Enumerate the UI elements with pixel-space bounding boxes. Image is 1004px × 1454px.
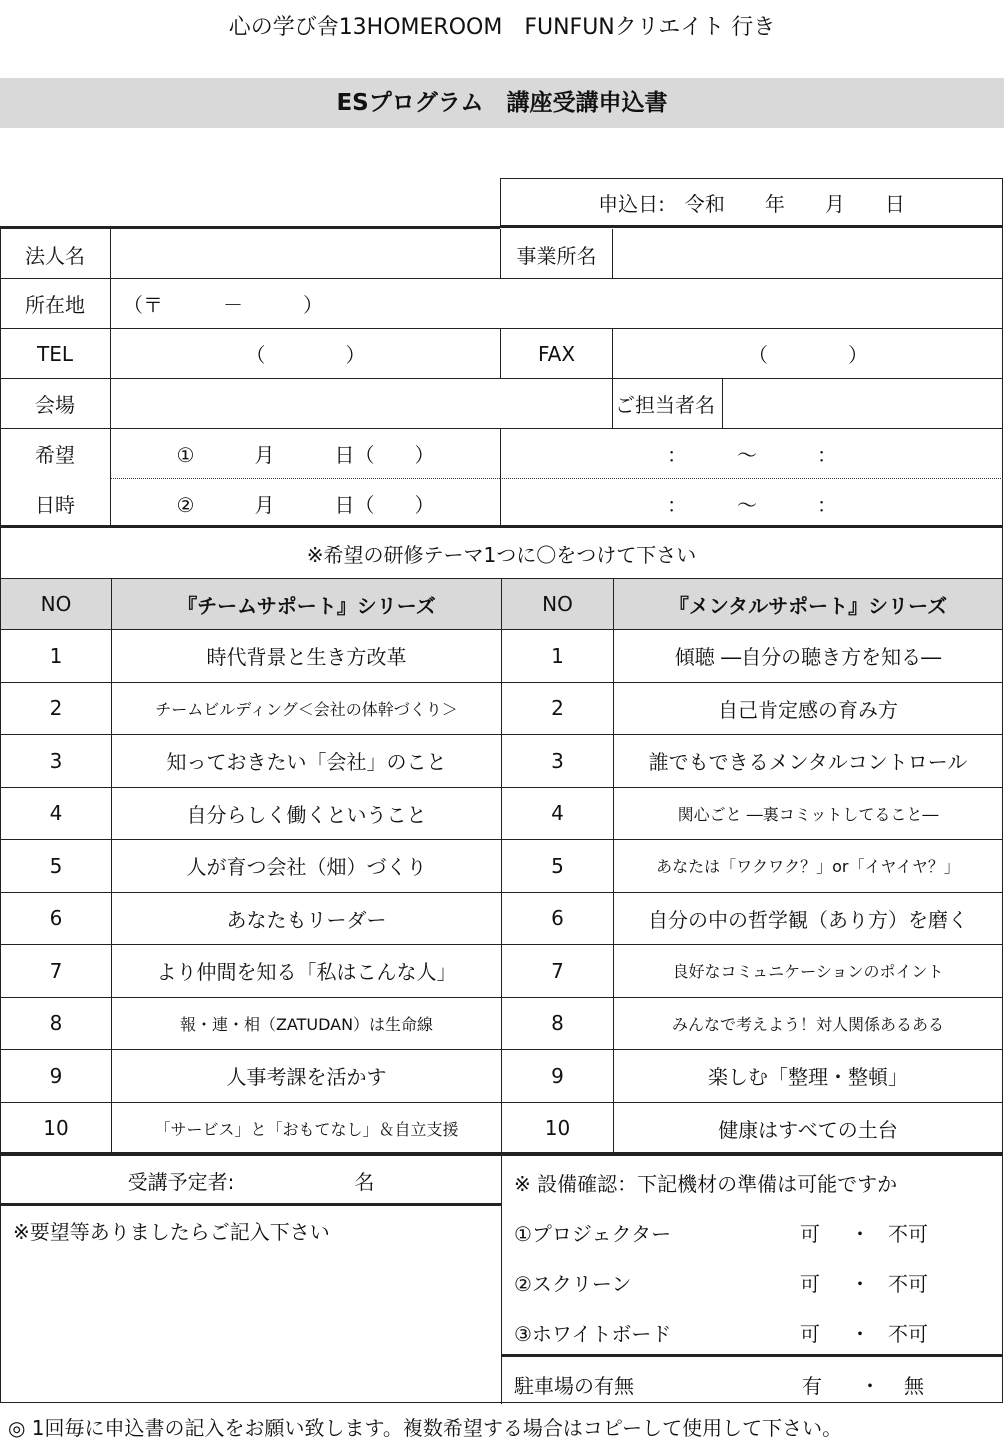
equipment-item-label: ③ホワイトボード (514, 1322, 672, 1346)
footer-note: ◎ 1回毎に申込書の記入をお願い致します。複数希望する場合はコピーして使用して下さい。 (8, 1416, 843, 1440)
fax-input[interactable] (612, 328, 1003, 378)
recipient-line: 心の学び舎13HOMEROOM FUNFUNクリエイト 行き (228, 15, 776, 40)
team-theme-option[interactable]: あなたもリーダー (111, 892, 501, 945)
parking-yes-option[interactable]: 有 (802, 1374, 822, 1398)
corp-label: 法人名 (25, 243, 85, 268)
wish-time-1-template: ： ～ ： (667, 443, 837, 467)
address-input[interactable] (110, 278, 1003, 328)
mental-theme-no: 4 (501, 787, 613, 840)
mental-theme-no: 1 (501, 629, 613, 682)
equipment-item-label: ①プロジェクター (514, 1222, 672, 1246)
tel-label: TEL (0, 328, 110, 378)
team-theme-option[interactable]: チームビルディング＜会社の体幹づくり＞ (111, 682, 501, 735)
wish-label: 希望 (0, 428, 110, 478)
parking-separator: ・ (860, 1374, 880, 1398)
fax-label: FAX (500, 328, 612, 378)
equipment-separator: ・ (850, 1222, 870, 1246)
parking-label: 駐車場の有無 (514, 1374, 634, 1398)
mental-theme-option[interactable]: 傾聴 ―自分の聴き方を知る― (613, 629, 1002, 682)
fax-template: （ ） (748, 343, 868, 367)
equipment-no-option[interactable]: 不可 (888, 1222, 928, 1246)
mental-theme-no: 7 (501, 944, 613, 997)
mental-theme-no: 3 (501, 734, 613, 787)
tel-template: （ ） (245, 343, 366, 367)
tel-input[interactable] (110, 328, 500, 378)
wish-time-2-input[interactable] (500, 478, 1003, 528)
equipment-heading: ※ 設備確認：下記機材の準備は可能ですか (514, 1172, 898, 1196)
team-theme-no: 9 (1, 1049, 111, 1102)
parking-no-option[interactable]: 無 (904, 1374, 924, 1398)
contact-input[interactable] (722, 378, 1003, 428)
team-theme-no: 4 (1, 787, 111, 840)
right-no-header: NO (501, 579, 613, 629)
equipment-panel (501, 1156, 1002, 1404)
mental-theme-no: 5 (501, 839, 613, 892)
corp-name-input[interactable] (110, 229, 500, 279)
mental-theme-no: 8 (501, 997, 613, 1050)
equipment-separator: ・ (850, 1272, 870, 1296)
team-theme-option[interactable]: 「サービス」と「おもてなし」＆自立支援 (111, 1102, 501, 1155)
team-support-series-header: 『チームサポート』シリーズ (111, 579, 501, 629)
venue-label: 会場 (0, 378, 110, 428)
requests-label: ※要望等ありましたらご記入下さい (13, 1220, 330, 1244)
wish-date-1-template: ① 月 日（ ） (176, 443, 435, 467)
equipment-yes-option[interactable]: 可 (800, 1222, 820, 1246)
application-date-label: 申込日: 令和 年 月 日 (598, 191, 905, 216)
office-name-input[interactable] (612, 229, 1003, 279)
mental-theme-option[interactable]: みんなで考えよう！対人関係あるある (613, 997, 1002, 1050)
mental-theme-option[interactable]: 誰でもできるメンタルコントロール (613, 734, 1002, 787)
team-theme-option[interactable]: 時代背景と生き方改革 (111, 629, 501, 682)
mental-theme-no: 10 (501, 1102, 613, 1155)
office-label: 事業所名 (500, 229, 612, 279)
team-theme-no: 6 (1, 892, 111, 945)
requests-input[interactable] (1, 1206, 501, 1404)
team-theme-option[interactable]: 人事考課を活かす (111, 1049, 501, 1102)
team-theme-option[interactable]: 自分らしく働くということ (111, 787, 501, 840)
theme-instruction: ※希望の研修テーマ1つに〇をつけて下さい (0, 528, 1003, 578)
wish-date-2-template: ② 月 日（ ） (176, 493, 435, 517)
postal-code-template: （〒 － ） (123, 293, 323, 317)
wish-time-1-input[interactable] (500, 428, 1003, 478)
form-title: ESプログラム 講座受講申込書 (0, 78, 1004, 128)
mental-theme-no: 2 (501, 682, 613, 735)
team-theme-no: 8 (1, 997, 111, 1050)
team-theme-no: 3 (1, 734, 111, 787)
team-theme-option[interactable]: 知っておきたい「会社」のこと (111, 734, 501, 787)
attendees-unit: 名 (354, 1169, 375, 1194)
team-theme-no: 10 (1, 1102, 111, 1155)
wish-date-1-input[interactable] (110, 428, 500, 478)
equipment-yes-option[interactable]: 可 (800, 1322, 820, 1346)
mental-theme-option[interactable]: 自己肯定感の育み方 (613, 682, 1002, 735)
mental-support-series-header: 『メンタルサポート』シリーズ (613, 579, 1002, 629)
equipment-item-label: ②スクリーン (514, 1272, 632, 1296)
team-theme-no: 2 (1, 682, 111, 735)
mental-theme-option[interactable]: 関心ごと ―裏コミットしてること― (613, 787, 1002, 840)
equipment-no-option[interactable]: 不可 (888, 1272, 928, 1296)
team-theme-no: 7 (1, 944, 111, 997)
left-no-header: NO (1, 579, 111, 629)
equipment-yes-option[interactable]: 可 (800, 1272, 820, 1296)
venue-input[interactable] (110, 378, 612, 428)
wish-date-2-input[interactable] (110, 478, 500, 528)
attendees-label: 受講予定者: (127, 1169, 235, 1194)
wish-time-2-template: ： ～ ： (667, 493, 837, 517)
address-label: 所在地 (0, 278, 110, 328)
parking-row (502, 1354, 1003, 1404)
bottom-section (0, 1153, 1003, 1403)
team-theme-no: 5 (1, 839, 111, 892)
equipment-no-option[interactable]: 不可 (888, 1322, 928, 1346)
mental-theme-option[interactable]: 健康はすべての土台 (613, 1102, 1002, 1155)
contact-label: ご担当者名 (612, 378, 722, 428)
attendees-field[interactable] (1, 1156, 501, 1204)
mental-theme-no: 9 (501, 1049, 613, 1102)
team-theme-option[interactable]: 報・連・相（ZATUDAN）は生命線 (111, 997, 501, 1050)
team-theme-option[interactable]: 人が育つ会社（畑）づくり (111, 839, 501, 892)
mental-theme-no: 6 (501, 892, 613, 945)
application-date-field[interactable] (500, 178, 1003, 228)
team-theme-option[interactable]: より仲間を知る「私はこんな人」 (111, 944, 501, 997)
mental-theme-option[interactable]: 自分の中の哲学観（あり方）を磨く (613, 892, 1002, 945)
mental-theme-option[interactable]: 楽しむ「整理・整頓」 (613, 1049, 1002, 1102)
mental-theme-option[interactable]: あなたは「ワクワク？」or「イヤイヤ？」 (613, 839, 1002, 892)
theme-table (0, 578, 1003, 1153)
mental-theme-option[interactable]: 良好なコミュニケーションのポイント (613, 944, 1002, 997)
equipment-separator: ・ (850, 1322, 870, 1346)
datetime-label: 日時 (35, 492, 75, 517)
team-theme-no: 1 (1, 629, 111, 682)
